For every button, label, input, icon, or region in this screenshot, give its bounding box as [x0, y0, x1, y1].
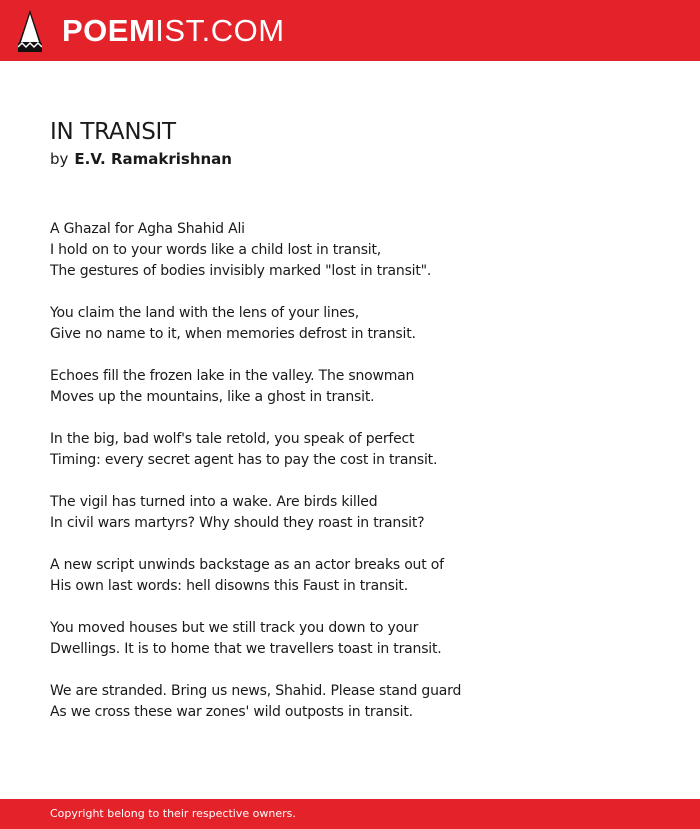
copyright-text: Copyright belong to their respective owners. [50, 807, 296, 820]
stanza-gap [50, 345, 670, 366]
site-logo[interactable] [62, 13, 285, 49]
author-name: E.V. Ramakrishnan [74, 150, 232, 168]
poem-line: Give no name to it, when memories defrost in transit. [50, 326, 416, 342]
poem-line: Echoes fill the frozen lake in the valley. The snowman [50, 368, 415, 384]
poem-title: IN TRANSIT [50, 119, 176, 145]
pen-nib-icon[interactable] [18, 10, 42, 52]
poem-line: I hold on to your words like a child lost in transit, [50, 242, 382, 258]
by-label: by [50, 150, 69, 168]
poem-line: You moved houses but we still track you down to your [50, 620, 419, 636]
poem-line: We are stranded. Bring us news, Shahid. Please stand guard [50, 683, 462, 699]
stanza-gap [50, 282, 670, 303]
poem-line: In civil wars martyrs? Why should they roast in transit? [50, 515, 425, 531]
site-footer [0, 799, 700, 829]
poem-byline [50, 149, 232, 169]
stanza-gap [50, 597, 670, 618]
poem-line: A Ghazal for Agha Shahid Ali [50, 221, 245, 237]
stanza-gap [50, 408, 670, 429]
poem-line: Moves up the mountains, like a ghost in transit. [50, 389, 375, 405]
poem-line: You claim the land with the lens of your lines, [50, 305, 360, 321]
stanza-gap [50, 534, 670, 555]
site-header [0, 0, 700, 61]
poem-line: A new script unwinds backstage as an actor breaks out of [50, 557, 444, 573]
poem-line: As we cross these war zones' wild outposts in transit. [50, 704, 413, 720]
logo-light-text: IST.COM [155, 13, 285, 48]
poem-line: The vigil has turned into a wake. Are birds killed [50, 494, 378, 510]
poem-line: Timing: every secret agent has to pay the cost in transit. [50, 452, 438, 468]
logo-bold-text: POEM [62, 13, 156, 48]
stanza-gap [50, 660, 670, 681]
poem-line: The gestures of bodies invisibly marked "lost in transit". [50, 263, 432, 279]
poem-body [50, 219, 670, 723]
poem-line: Dwellings. It is to home that we travellers toast in transit. [50, 641, 442, 657]
poem-line: In the big, bad wolf's tale retold, you speak of perfect [50, 431, 415, 447]
stanza-gap [50, 471, 670, 492]
poem-line: His own last words: hell disowns this Faust in transit. [50, 578, 408, 594]
